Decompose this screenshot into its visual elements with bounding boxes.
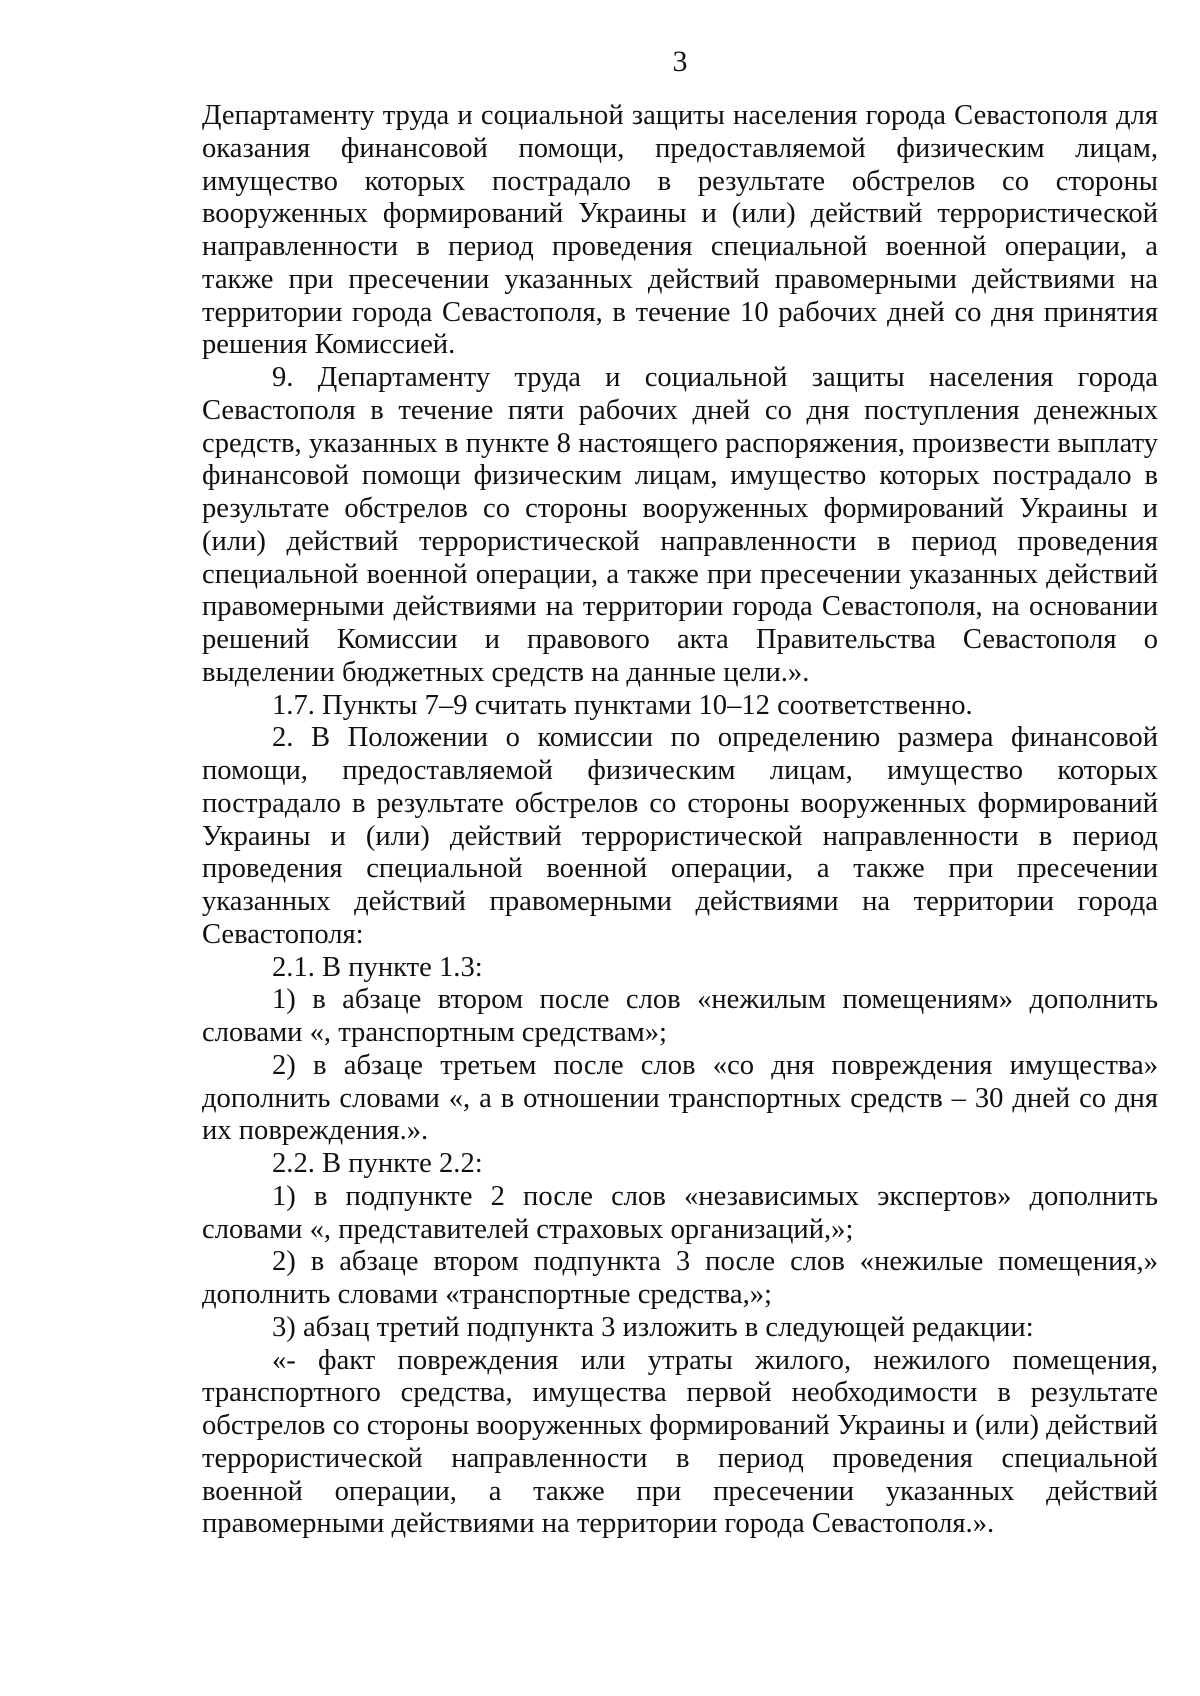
paragraph-subitem-2-2-3: 3) абзац третий подпункта 3 изложить в следующей редакции:: [272, 1311, 1034, 1343]
paragraph-subitem-2-2-1: 1) в подпункте 2 после слов «независимых экспертов» дополнить словами «, представителей страховых организаций,»;: [202, 1180, 1158, 1245]
paragraph-item-2-2: 2.2. В пункте 2.2:: [272, 1148, 483, 1179]
paragraph-subitem-2-2-2: 2) в абзаце втором подпункта 3 после слов «нежилые помещения,» дополнить словами «транспортные средства,»;: [202, 1246, 1158, 1310]
paragraph-item-2: 2. В Положении о комиссии по определению размера финансовой помощи, предоставляемой физическим лицам, имущество которых пострадало в результате обстрелов со стороны вооруженных формирований Украины и (или) действий террористической направленности в период проведения специальной военной операции, а также при пресечении указанных действий правомерными действиями на территории города Севастополя:: [202, 722, 1158, 950]
document-body: [202, 100, 1158, 1541]
paragraph-subitem-2-1-1: 1) в абзаце втором после слов «нежилым помещениям» дополнить словами «, транспортным средствам»;: [202, 984, 1158, 1048]
paragraph-item-2-1: 2.1. В пункте 1.3:: [272, 951, 483, 983]
paragraph-item-9: 9. Департаменту труда и социальной защиты населения города Севастополя в течение пяти рабочих дней со дня поступления денежных средств, указанных в пункте 8 настоящего распоряжения, произвести выплату финансовой помощи физическим лицам, имущество которых пострадало в результате обстрелов со стороны вооруженных формирований Украины и (или) действий террористической направленности в период проведения специальной военной операции, а также при пресечении указанных действий правомерными действиями на территории города Севастополя, на основании решений Комиссии и правового акта Правительства Севастополя о выделении бюджетных средств на данные цели.».: [202, 362, 1158, 688]
paragraph-continuation: Департаменту труда и социальной защиты населения города Севастополя для оказания финансовой помощи, предоставляемой физическим лицам, имущество которых пострадало в результате обстрелов со стороны вооруженных формирований Украины и (или) действий террористической направленности в период проведения специальной военной операции, а также при пресечении указанных действий правомерными действиями на территории города Севастополя, в течение 10 рабочих дней со дня принятия решения Комиссией.: [202, 100, 1158, 361]
paragraph-quoted-wording: «- факт повреждения или утраты жилого, нежилого помещения, транспортного средства, имущества первой необходимости в результате обстрелов со стороны вооруженных формирований Украины и (или) действий террористической направленности в период проведения специальной военной операции, а также при пресечении указанных действий правомерными действиями на территории города Севастополя.».: [202, 1344, 1158, 1540]
paragraph-subitem-2-1-2: 2) в абзаце третьем после слов «со дня повреждения имущества» дополнить словами «, а в отношении транспортных средств – 30 дней со дня их повреждения.».: [202, 1049, 1158, 1147]
paragraph-item-1-7: 1.7. Пункты 7–9 считать пунктами 10–12 соответственно.: [272, 689, 973, 721]
page-number: 3: [672, 45, 688, 78]
